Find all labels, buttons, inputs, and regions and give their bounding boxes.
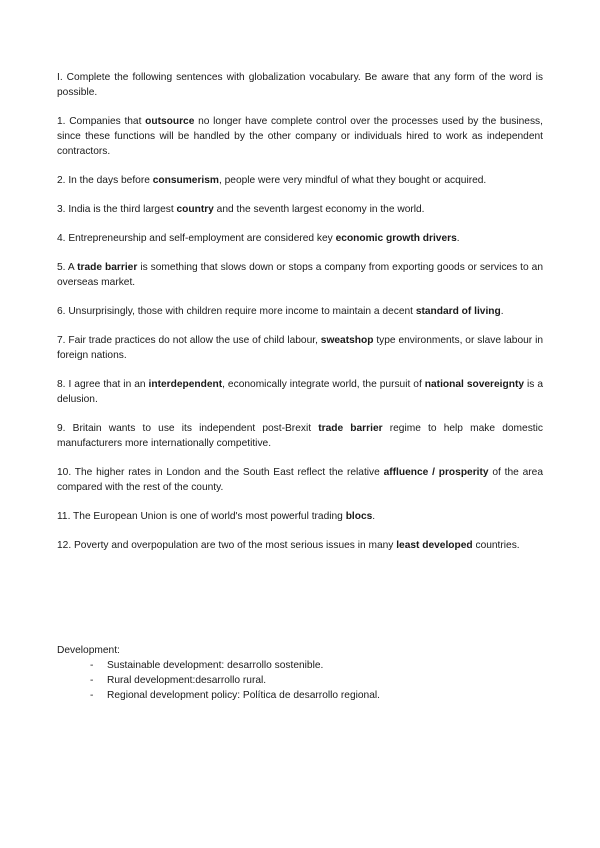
sentence-item [57,421,543,451]
sentence-text: 7. Fair trade practices do not allow the use of child labour, [57,335,321,346]
sentence-text: no longer have complete control over the processes used by the business, since these functions will be handled by the other company or individuals hired to work as independent contractors. [57,116,543,157]
sentence-item [57,465,543,495]
sentence-text: 11. The European Union is one of world's most powerful trading [57,511,346,522]
answer-term: least developed [396,540,473,551]
sentence-item [57,114,543,159]
answer-term: trade barrier [318,423,383,434]
answer-term: sweatshop [320,335,374,346]
sentence-text: is a delusion. [57,379,544,405]
answer-term: country [176,204,214,215]
answer-term: consumerism [152,175,219,186]
sentence-item [57,173,543,188]
sentence-text: countries. [472,540,520,551]
sentence-text: type environments, or slave labour in foreign nations. [57,335,543,361]
sentence-item [57,202,543,217]
list-dash: - [90,690,94,701]
answer-term: economic growth drivers [335,233,457,244]
answer-term: interdependent [148,379,223,390]
list-dash: - [90,675,94,686]
development-item-text: Sustainable development: desarrollo sostenible. [107,660,324,671]
answer-term: blocs [345,511,373,522]
development-item-text: Regional development policy: Política de desarrollo regional. [107,690,380,701]
sentence-item [57,304,543,319]
sentence-text: regime to help make domestic manufacturers more internationally competitive. [57,423,543,449]
sentence-text: is something that slows down or stops a company from exporting goods or services to an overseas market. [57,262,543,288]
sentence-text: 1. Companies that [57,116,146,127]
sentence-text: and the seventh largest economy in the world. [213,204,425,215]
development-item [57,688,543,703]
sentence-text: 6. Unsurprisingly, those with children require more income to maintain a decent [57,306,416,317]
sentence-text: 10. The higher rates in London and the South East reflect the relative [57,467,384,478]
development-list [57,658,543,703]
sentence-text: . [456,233,460,244]
development-item [57,673,543,688]
sentence-item [57,509,543,524]
sentence-text: of the area compared with the rest of the county. [57,467,543,493]
sentence-text: 4. Entrepreneurship and self-employment are considered key [57,233,336,244]
sentence-text: 3. India is the third largest [57,204,177,215]
development-item [57,658,543,673]
development-section [57,643,543,703]
sentence-list [57,114,543,553]
sentence-text: , people were very mindful of what they bought or acquired. [218,175,487,186]
sentence-text: 5. A [57,262,78,273]
sentence-text: . [500,306,504,317]
answer-term: standard of living [415,306,501,317]
sentence-item [57,333,543,363]
answer-term: trade barrier [77,262,138,273]
sentence-item [57,231,543,246]
sentence-item [57,260,543,290]
list-dash: - [90,660,94,671]
answer-term: affluence / prosperity [383,467,489,478]
answer-term: outsource [145,116,195,127]
answer-term: national sovereignty [424,379,525,390]
sentence-text: 9. Britain wants to use its independent post-Brexit [57,423,319,434]
development-item-text: Rural development:desarrollo rural. [107,675,267,686]
sentence-item [57,377,543,407]
development-heading: Development: [57,645,120,656]
sentence-text: 2. In the days before [57,175,153,186]
instructions: I. Complete the following sentences with globalization vocabulary. Be aware that any form of the word is possible. [57,72,543,98]
sentence-text: 8. I agree that in an [57,379,149,390]
sentence-text: 12. Poverty and overpopulation are two of the most serious issues in many [57,540,397,551]
sentence-text: , economically integrate world, the pursuit of [222,379,425,390]
sentence-text: . [372,511,376,522]
sentence-item [57,538,543,553]
